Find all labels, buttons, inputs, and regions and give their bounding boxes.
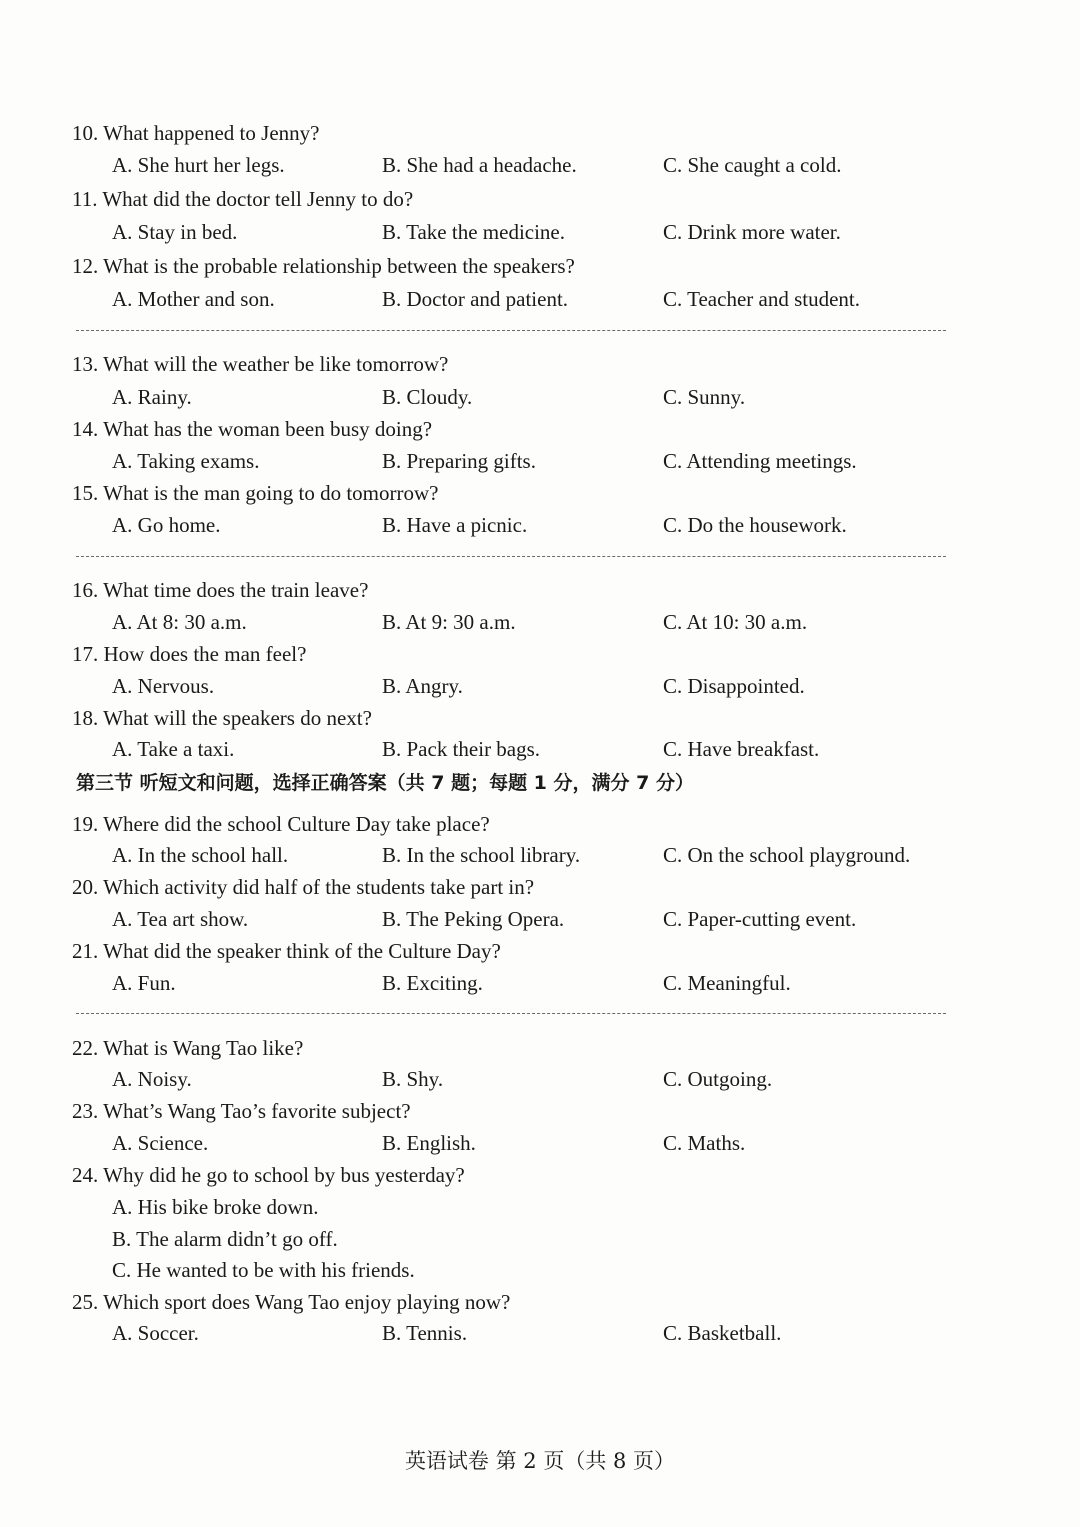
option-13-c: C. Sunny. [663, 385, 746, 409]
option-10-a: A. She hurt her legs. [112, 153, 285, 177]
options-22 [112, 1064, 952, 1094]
question-21: 21. What did the speaker think of the Culture Day? [72, 939, 501, 963]
option-18-b: B. Pack their bags. [382, 737, 541, 761]
question-11: 11. What did the doctor tell Jenny to do? [72, 187, 414, 211]
option-16-a: A. At 8: 30 a.m. [112, 610, 247, 634]
option-23-a: A. Science. [112, 1131, 209, 1155]
section-3-title: 第三节 听短文和问题，选择正确答案（共 7 题；每题 1 分，满分 7 分） [76, 772, 694, 794]
question-13: 13. What will the weather be like tomorrow? [72, 352, 449, 376]
dashed-divider [76, 556, 946, 557]
option-15-c: C. Do the housework. [663, 513, 847, 537]
option-11-a: A. Stay in bed. [112, 220, 238, 244]
question-16: 16. What time does the train leave? [72, 578, 369, 602]
option-19-b: B. In the school library. [382, 843, 581, 867]
option-16-b: B. At 9: 30 a.m. [382, 610, 516, 634]
question-20: 20. Which activity did half of the students take part in? [72, 875, 535, 899]
option-24-c: C. He wanted to be with his friends. [112, 1258, 415, 1282]
question-24: 24. Why did he go to school by bus yesterday? [72, 1163, 465, 1187]
options-18 [112, 734, 952, 764]
option-21-b: B. Exciting. [382, 971, 483, 995]
option-18-c: C. Have breakfast. [663, 737, 820, 761]
question-19: 19. Where did the school Culture Day take place? [72, 812, 490, 836]
options-14 [112, 446, 952, 476]
option-24-a: A. His bike broke down. [112, 1195, 319, 1219]
option-17-a: A. Nervous. [112, 674, 215, 698]
option-24-b: B. The alarm didn’t go off. [112, 1227, 338, 1251]
options-16 [112, 607, 952, 637]
options-20 [112, 904, 952, 934]
question-23: 23. What’s Wang Tao’s favorite subject? [72, 1099, 411, 1123]
option-23-b: B. English. [382, 1131, 476, 1155]
option-22-c: C. Outgoing. [663, 1067, 773, 1091]
option-20-b: B. The Peking Opera. [382, 907, 565, 931]
option-25-c: C. Basketball. [663, 1321, 782, 1345]
options-12 [112, 284, 952, 314]
option-17-b: B. Angry. [382, 674, 463, 698]
dashed-divider [76, 1013, 946, 1014]
question-18: 18. What will the speakers do next? [72, 706, 372, 730]
option-20-c: C. Paper-cutting event. [663, 907, 857, 931]
option-19-a: A. In the school hall. [112, 843, 289, 867]
option-12-a: A. Mother and son. [112, 287, 275, 311]
question-22: 22. What is Wang Tao like? [72, 1036, 304, 1060]
option-11-b: B. Take the medicine. [382, 220, 566, 244]
option-10-c: C. She caught a cold. [663, 153, 842, 177]
options-21 [112, 968, 952, 998]
option-13-a: A. Rainy. [112, 385, 192, 409]
option-14-b: B. Preparing gifts. [382, 449, 536, 473]
dashed-divider [76, 330, 946, 331]
question-14: 14. What has the woman been busy doing? [72, 417, 433, 441]
option-15-b: B. Have a picnic. [382, 513, 528, 537]
options-25 [112, 1318, 952, 1348]
option-17-c: C. Disappointed. [663, 674, 805, 698]
option-18-a: A. Take a taxi. [112, 737, 235, 761]
option-22-b: B. Shy. [382, 1067, 444, 1091]
option-23-c: C. Maths. [663, 1131, 746, 1155]
question-10: 10. What happened to Jenny? [72, 121, 320, 145]
option-13-b: B. Cloudy. [382, 385, 473, 409]
option-14-a: A. Taking exams. [112, 449, 260, 473]
option-25-b: B. Tennis. [382, 1321, 468, 1345]
question-17: 17. How does the man feel? [72, 642, 307, 666]
option-20-a: A. Tea art show. [112, 907, 249, 931]
page-footer: 英语试卷 第 2 页（共 8 页） [404, 1449, 676, 1473]
question-25: 25. Which sport does Wang Tao enjoy playing now? [72, 1290, 511, 1314]
question-12: 12. What is the probable relationship between the speakers? [72, 254, 575, 278]
option-21-c: C. Meaningful. [663, 971, 791, 995]
options-19 [112, 840, 952, 870]
options-11 [112, 217, 952, 247]
option-15-a: A. Go home. [112, 513, 221, 537]
options-15 [112, 510, 952, 540]
option-21-a: A. Fun. [112, 971, 176, 995]
options-23 [112, 1128, 952, 1158]
options-17 [112, 671, 952, 701]
option-10-b: B. She had a headache. [382, 153, 577, 177]
options-10 [112, 150, 952, 180]
option-11-c: C. Drink more water. [663, 220, 841, 244]
option-12-b: B. Doctor and patient. [382, 287, 569, 311]
question-15: 15. What is the man going to do tomorrow? [72, 481, 439, 505]
option-22-a: A. Noisy. [112, 1067, 192, 1091]
option-12-c: C. Teacher and student. [663, 287, 860, 311]
option-25-a: A. Soccer. [112, 1321, 199, 1345]
option-19-c: C. On the school playground. [663, 843, 911, 867]
options-13 [112, 382, 952, 412]
option-14-c: C. Attending meetings. [663, 449, 857, 473]
option-16-c: C. At 10: 30 a.m. [663, 610, 808, 634]
